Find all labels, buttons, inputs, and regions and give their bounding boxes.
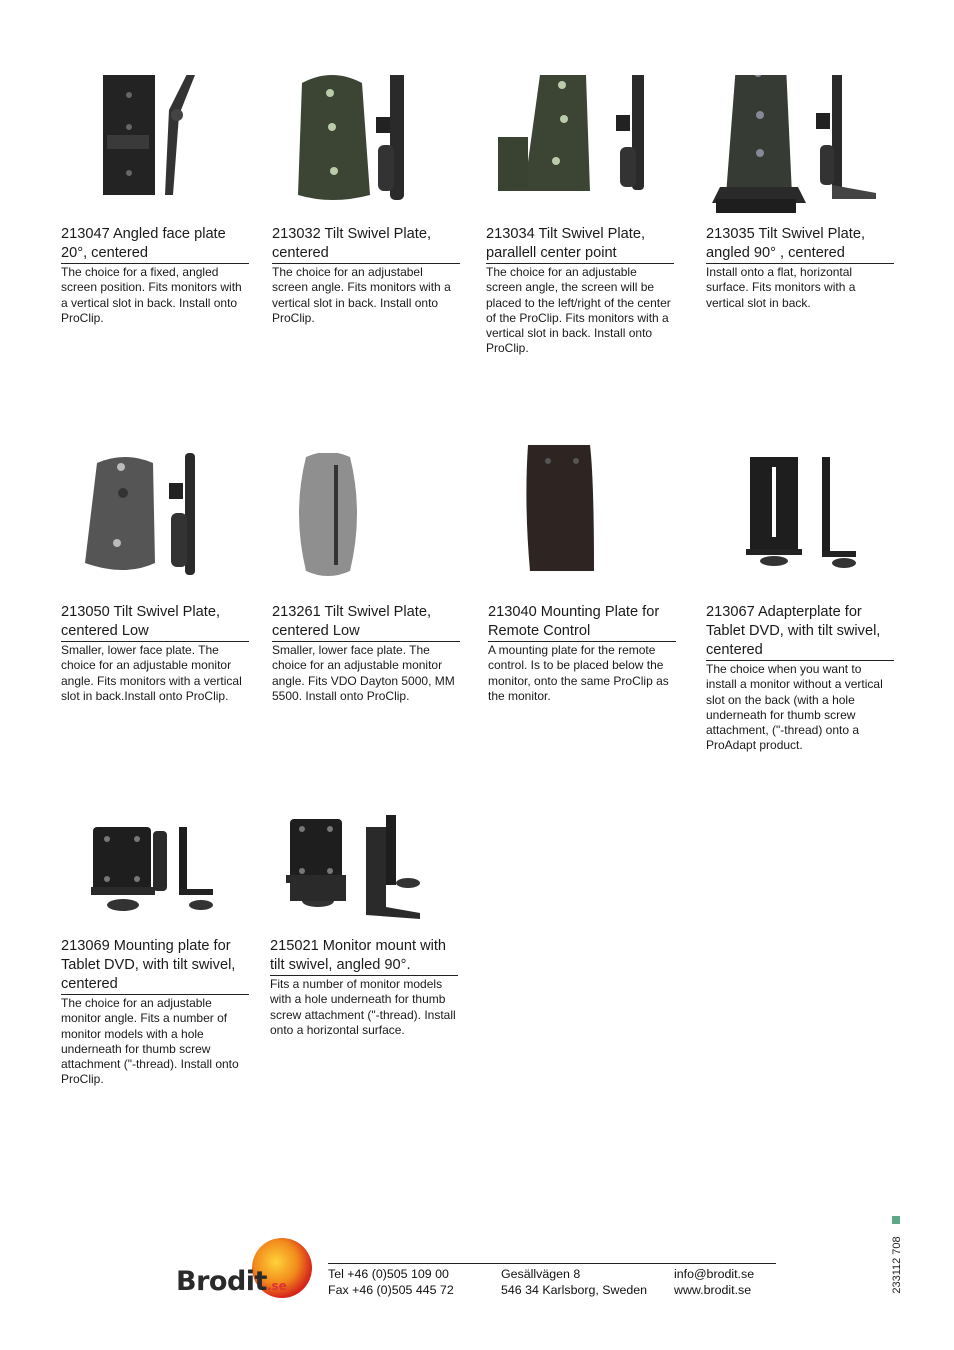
product-description: Smaller, lower face plate. The choice for an adjustable monitor angle. Fits VDO Dayton 5000, MM 5500. Install onto ProClip. (272, 643, 455, 703)
product-title: 213069 Mounting plate for Tablet DVD, with tilt swivel, centered (61, 937, 249, 995)
product-card (61, 787, 249, 1088)
tilt-swivel-plate-90-image (706, 75, 894, 225)
product-card (486, 75, 674, 357)
product-card (488, 443, 676, 704)
product-card (61, 453, 249, 704)
footer-street: Gesällvägen 8 (501, 1267, 581, 1281)
monitor-mount-90-image (270, 787, 458, 937)
footer-fax: Fax +46 (0)505 445 72 (328, 1283, 454, 1297)
product-description: Smaller, lower face plate. The choice for an adjustable monitor angle. Fits monitors with a vertical slot in back.Install onto ProClip. (61, 643, 242, 703)
tilt-swivel-plate-parallel-image (486, 75, 674, 225)
remote-control-plate-image (488, 443, 676, 603)
footer-divider (328, 1263, 776, 1264)
product-card (270, 787, 458, 1038)
tilt-swivel-plate-image (272, 75, 460, 225)
footer-contact-phone (328, 1266, 454, 1298)
product-title: 213067 Adapterplate for Tablet DVD, with tilt swivel, centered (706, 603, 894, 661)
product-description: Install onto a flat, horizontal surface. Fits monitors with a vertical slot in back. (706, 265, 856, 310)
footer-address (501, 1266, 647, 1298)
footer-email-link[interactable]: info@brodit.se (674, 1267, 755, 1281)
product-card (61, 75, 249, 326)
product-card (272, 75, 460, 326)
product-title: 213047 Angled face plate 20°, centered (61, 225, 249, 264)
footer-web-link[interactable]: www.brodit.se (674, 1283, 752, 1297)
doc-marker-icon (892, 1216, 900, 1224)
product-title: 213035 Tilt Swivel Plate, angled 90° , centered (706, 225, 894, 264)
doc-code: 233112 708 (891, 1236, 903, 1294)
footer-phone: Tel +46 (0)505 109 00 (328, 1267, 449, 1281)
product-card (272, 453, 460, 704)
product-card (706, 453, 894, 754)
product-description: The choice for an adjustable screen angle, the screen will be placed to the left/right of the center of the ProClip. Fits monitors with a vertical slot in back. Install onto ProClip. (486, 265, 671, 356)
product-description: The choice for an adjustable monitor angle. Fits a number of monitor models with a hole underneath for thumb screw attachment ("-thread). Install onto ProClip. (61, 996, 239, 1087)
angled-face-plate-image (61, 75, 249, 225)
tablet-dvd-plate-image (61, 787, 249, 937)
product-title: 213050 Tilt Swivel Plate, centered Low (61, 603, 249, 642)
product-title: 213032 Tilt Swivel Plate, centered (272, 225, 460, 264)
brand-name: Brodit.se (176, 1266, 287, 1297)
tilt-swivel-plate-low-image (61, 453, 249, 603)
footer-online (674, 1266, 754, 1298)
product-description: Fits a number of monitor models with a hole underneath for thumb screw attachment ("-thread). Install onto a horizontal surface. (270, 977, 456, 1037)
product-title: 215021 Monitor mount with tilt swivel, angled 90°. (270, 937, 458, 976)
product-description: The choice for a fixed, angled screen position. Fits monitors with a vertical slot in back. Install onto ProClip. (61, 265, 242, 325)
product-title: 213261 Tilt Swivel Plate, centered Low (272, 603, 460, 642)
product-description: A mounting plate for the remote control. Is to be placed below the monitor, onto the same ProClip as the monitor. (488, 643, 669, 703)
brodit-logo (176, 1238, 316, 1302)
adapter-plate-image (706, 453, 894, 603)
product-description: The choice for an adjustabel screen angle. Fits monitors with a vertical slot in back. Install onto ProClip. (272, 265, 451, 325)
product-card (706, 75, 894, 311)
product-title: 213040 Mounting Plate for Remote Control (488, 603, 676, 642)
product-title: 213034 Tilt Swivel Plate, parallell center point (486, 225, 674, 264)
tilt-swivel-plate-vdo-image (272, 453, 460, 603)
product-description: The choice when you want to install a monitor without a vertical slot on the back (with a hole underneath for thumb screw attachment, ("-thread) onto a ProAdapt product. (706, 662, 883, 753)
footer-city: 546 34 Karlsborg, Sweden (501, 1283, 648, 1297)
